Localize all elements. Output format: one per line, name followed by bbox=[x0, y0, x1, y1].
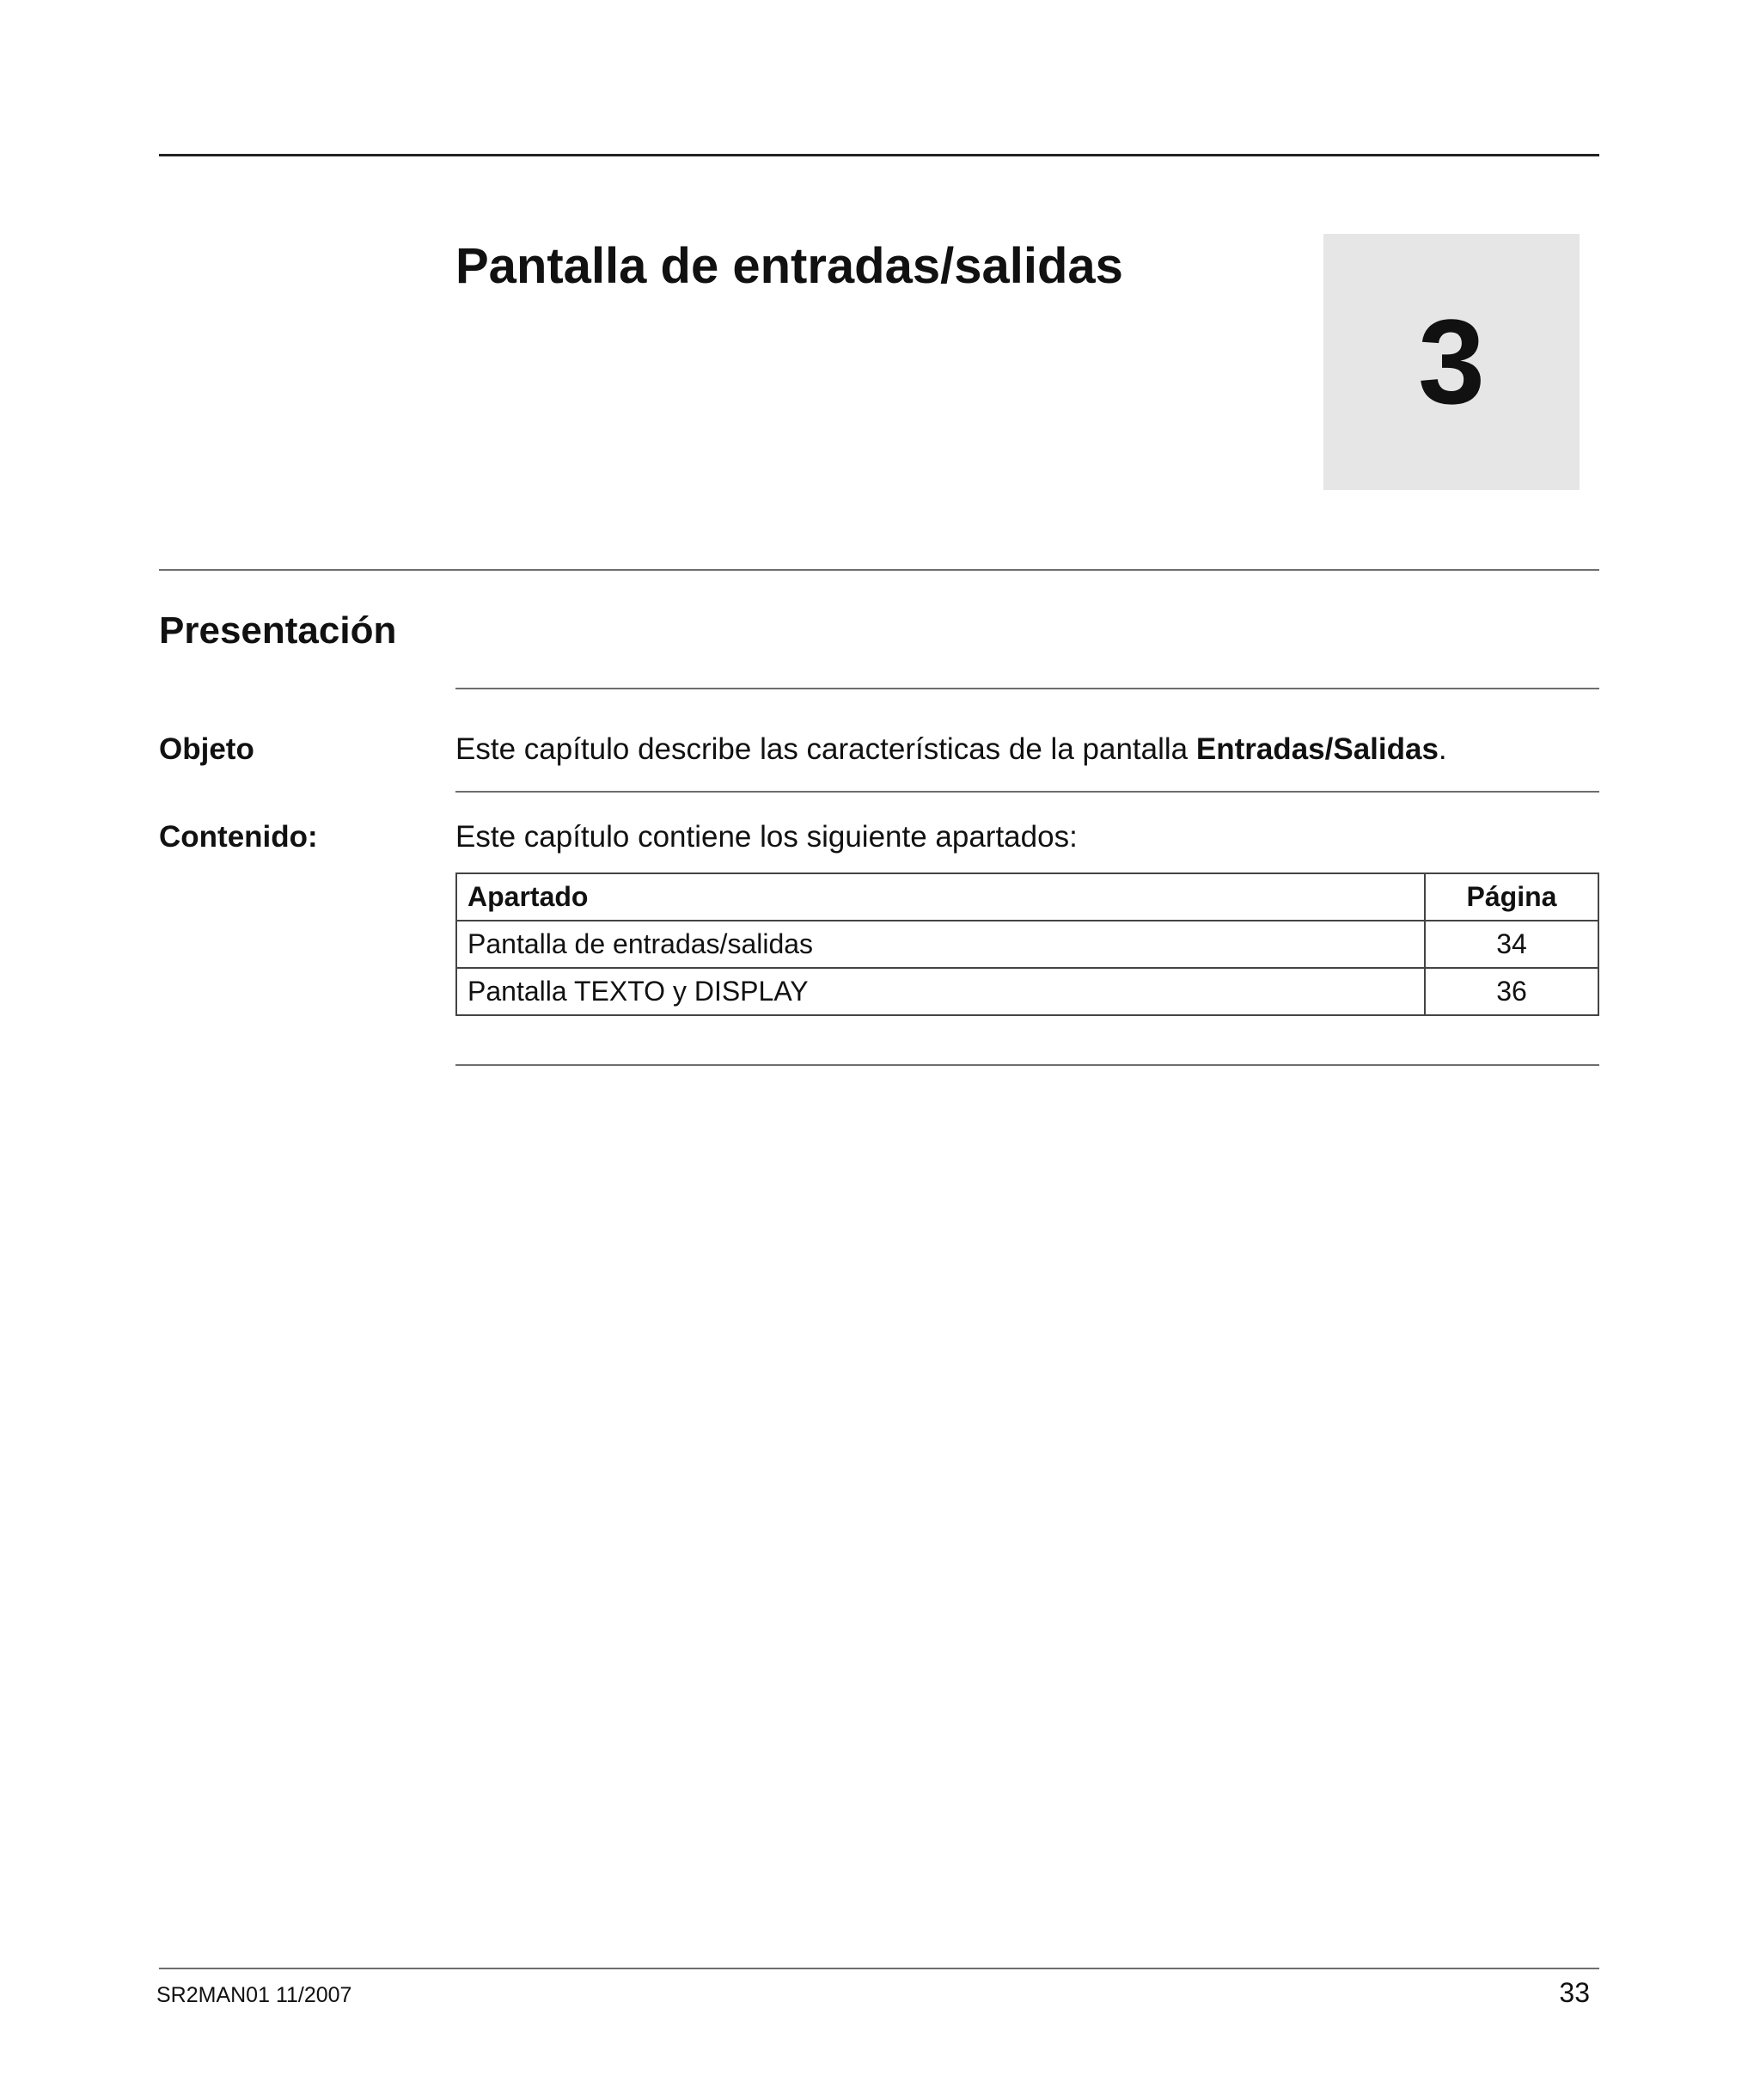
contenido-rule bbox=[455, 791, 1599, 793]
table-header-row bbox=[456, 873, 1598, 921]
contenido-intro: Este capítulo contiene los siguiente apartados: bbox=[455, 820, 1078, 854]
objeto-rule bbox=[455, 688, 1599, 689]
objeto-label: Objeto bbox=[159, 732, 254, 766]
table-cell-page: 34 bbox=[1425, 921, 1598, 968]
footer-page-number: 33 bbox=[1559, 1977, 1590, 2008]
objeto-text-before: Este capítulo describe las características de la pantalla bbox=[455, 732, 1196, 766]
footer-doc-ref: SR2MAN01 11/2007 bbox=[156, 1983, 352, 2007]
section-rule bbox=[159, 569, 1599, 571]
objeto-text-after: . bbox=[1438, 732, 1447, 766]
table-row bbox=[456, 921, 1598, 968]
table-cell-page: 36 bbox=[1425, 968, 1598, 1015]
end-rule bbox=[455, 1064, 1599, 1066]
contenido-label: Contenido: bbox=[159, 820, 318, 854]
table-cell-section: Pantalla de entradas/salidas bbox=[456, 921, 1425, 968]
table-row bbox=[456, 968, 1598, 1015]
contents-table bbox=[455, 872, 1599, 1016]
table-header-section: Apartado bbox=[456, 873, 1425, 921]
top-rule bbox=[159, 154, 1599, 156]
objeto-text bbox=[455, 732, 1447, 768]
footer-rule bbox=[159, 1968, 1599, 1969]
chapter-number-box bbox=[1323, 234, 1580, 490]
chapter-number: 3 bbox=[1418, 294, 1485, 429]
table-cell-section: Pantalla TEXTO y DISPLAY bbox=[456, 968, 1425, 1015]
chapter-title: Pantalla de entradas/salidas bbox=[455, 238, 1123, 294]
objeto-text-bold: Entradas/Salidas bbox=[1195, 732, 1439, 766]
table-header-page: Página bbox=[1425, 873, 1598, 921]
section-heading: Presentación bbox=[159, 609, 397, 652]
